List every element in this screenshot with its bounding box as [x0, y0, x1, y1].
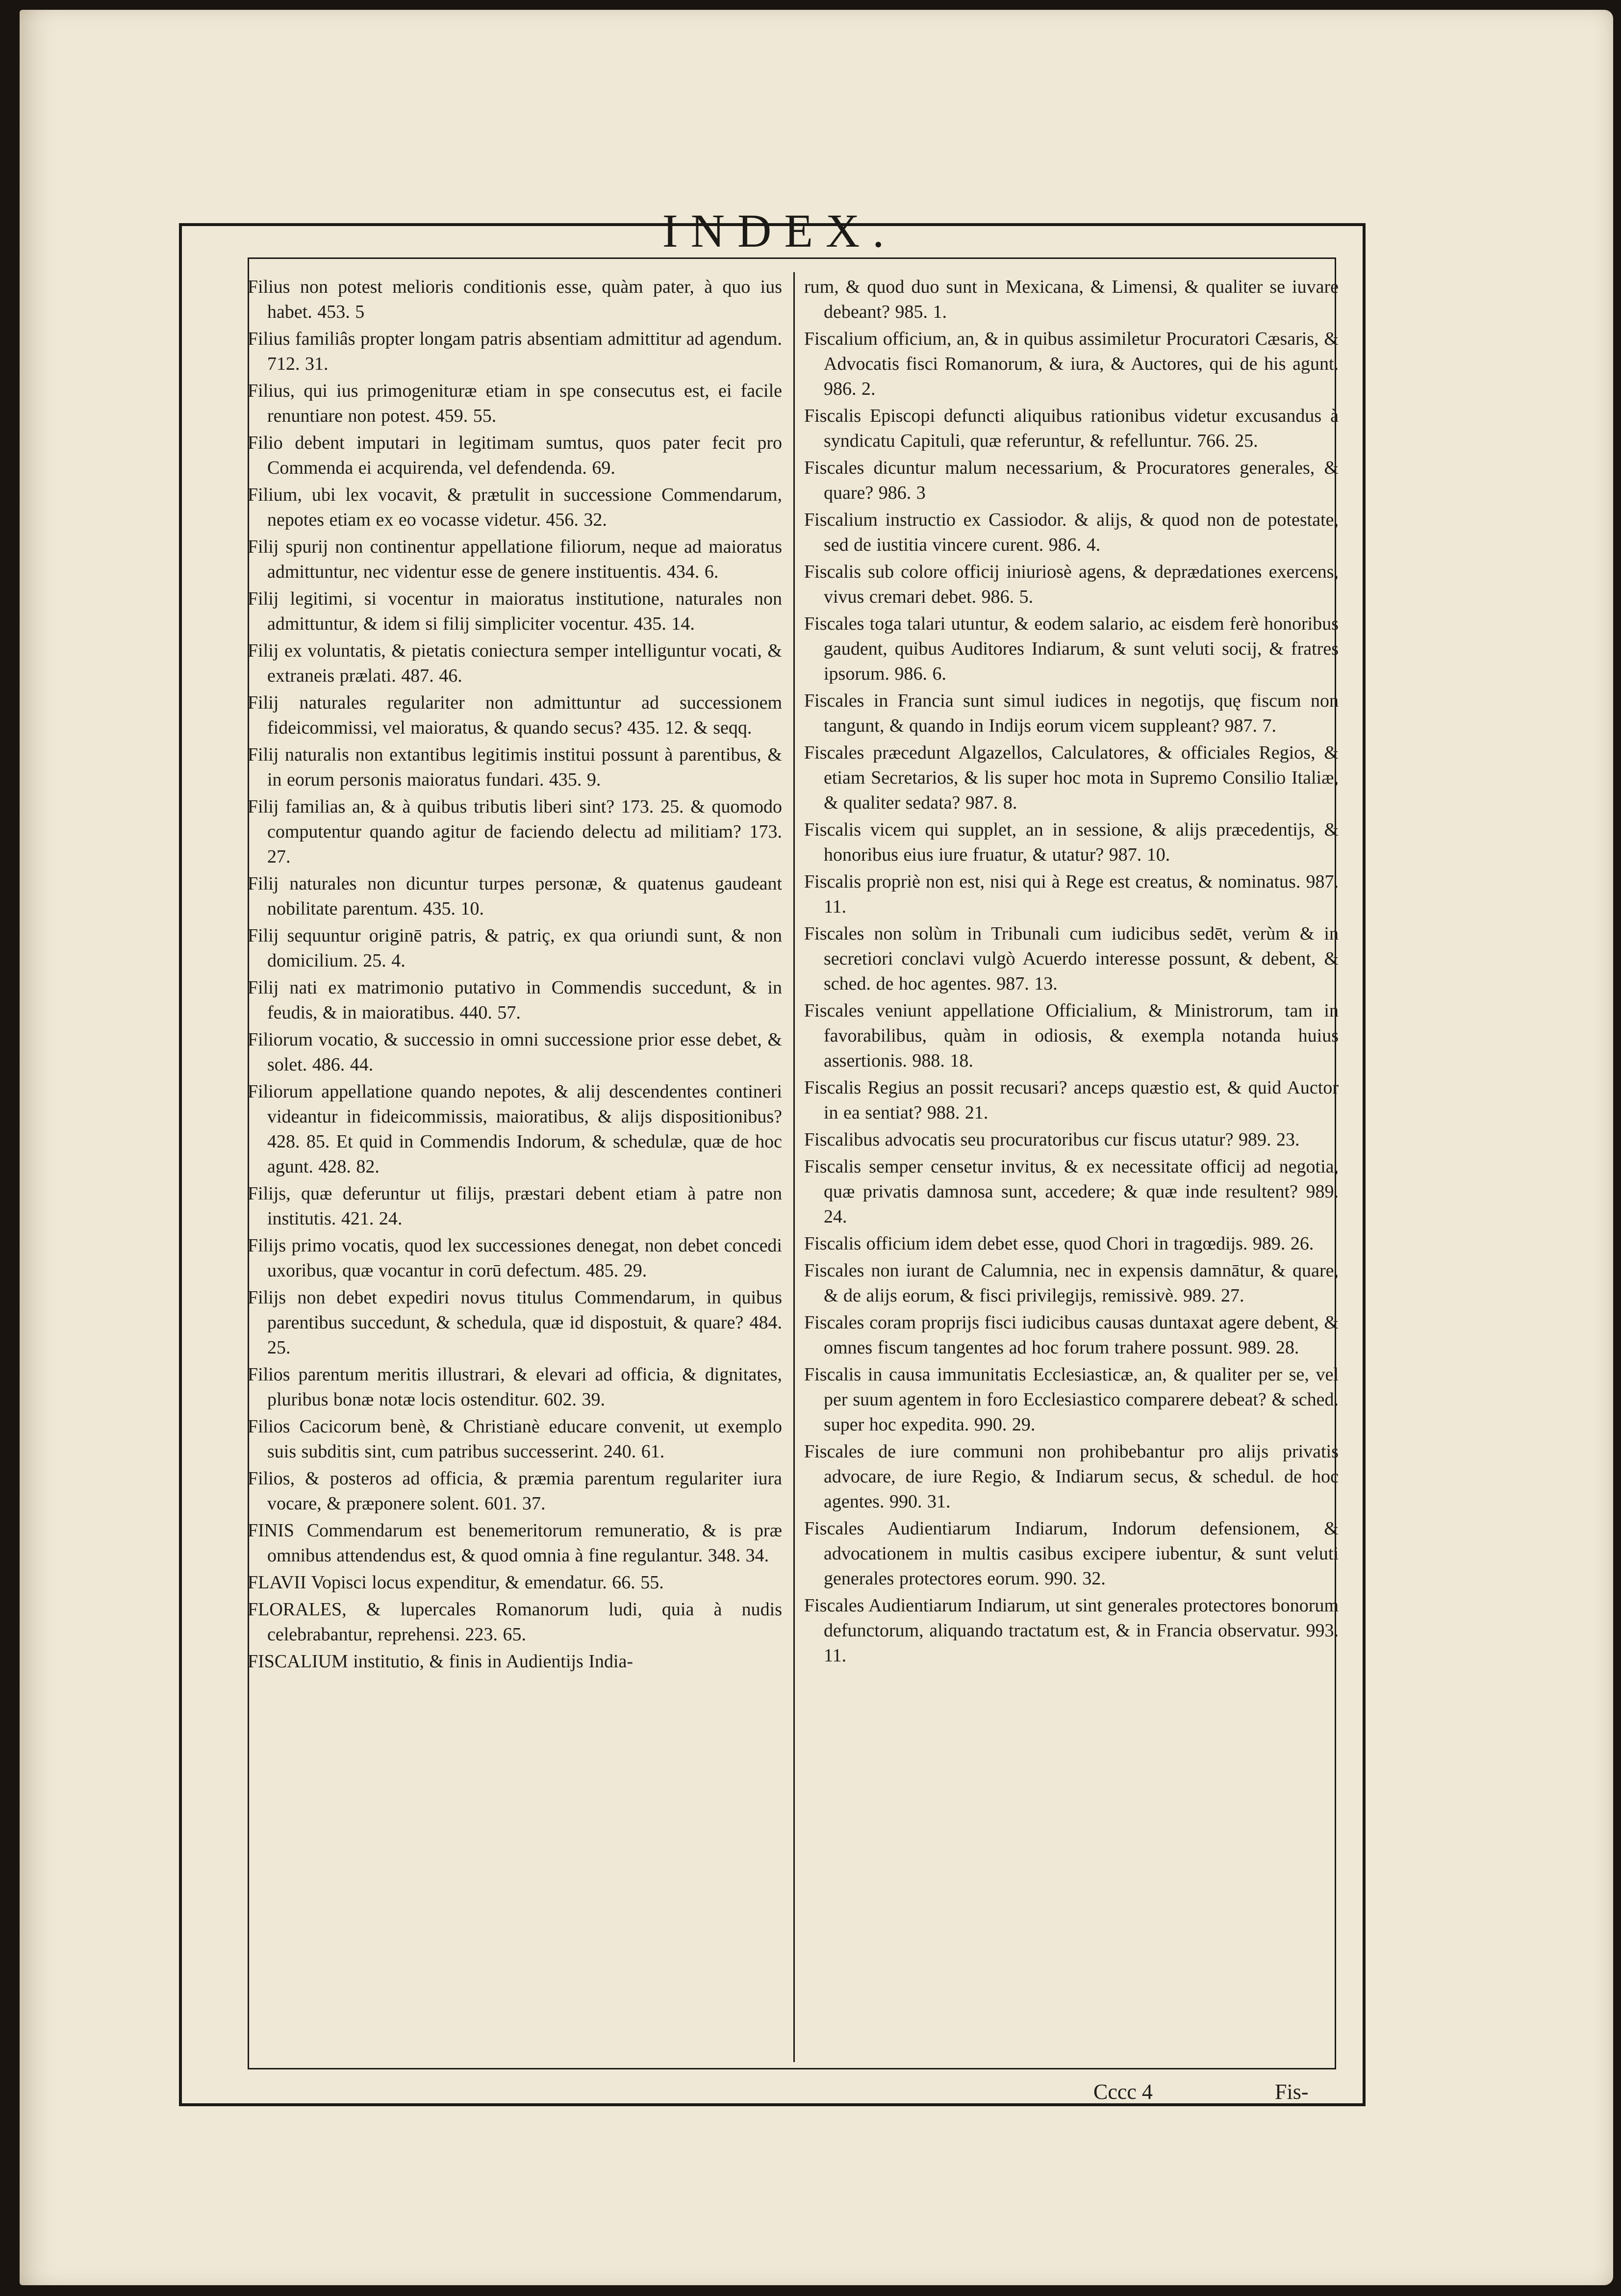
index-entry: Fiscalibus advocatis seu procuratoribus cur fiscus utatur? 989. 23.	[804, 1129, 1300, 1150]
index-entry: Fiscalis vicem qui supplet, an in sessione, & alijs præcedentijs, & honoribus eius iure fruatur, & utatur? 987. 10.	[804, 819, 1339, 865]
index-entry: FLAVII Vopisci locus expenditur, & emendatur. 66. 55.	[248, 1572, 664, 1593]
index-entry: Fiscales de iure communi non prohibebantur pro alijs privatis advocare, de iure Regio, & Indiarum secus, & schedul. de hoc agentes. 990. 31.	[804, 1441, 1339, 1512]
index-entry: Fiscales toga talari utuntur, & eodem salario, ac eisdem ferè honoribus gaudent, quibus Auditores Indiarum, & sunt veluti socij, & fratres ipsorum. 986. 6.	[804, 613, 1339, 684]
index-entry: Filij sequuntur originē patris, & patriç, ex qua oriundi sunt, & non domicilium. 25. 4.	[248, 925, 782, 971]
index-entry: Fiscalium officium, an, & in quibus assimiletur Procuratori Cæsaris, & Advocatis fisci Romanorum, & iura, & Auctores, qui de his agunt. 986. 2.	[804, 329, 1339, 399]
index-entry: Fiscales dicuntur malum necessarium, & Procuratores generales, & quare? 986. 3	[804, 458, 1339, 503]
index-entry: Fiscales non solùm in Tribunali cum iudicibus sedēt, verùm & in secretiori conclavi vulgò Acuerdo interesse possunt, & debent, & sched. de hoc agentes. 987. 13.	[804, 923, 1339, 994]
index-entry: Fiscalium instructio ex Cassiodor. & alijs, & quod non de potestate, sed de iustitia vincere curent. 986. 4.	[804, 510, 1339, 555]
index-entry: Fiscalis semper censetur invitus, & ex necessitate officij ad negotia, quæ privatis damnosa sunt, accedere; & quæ inde resultent? 989. 24.	[804, 1156, 1339, 1227]
index-entry: rum, & quod duo sunt in Mexicana, & Limensi, & qualiter se iuvare debeant? 985. 1.	[804, 277, 1339, 322]
index-entry: Fiscalis sub colore officij iniuriosè agens, & deprædationes exercens, vivus cremari debet. 986. 5.	[804, 561, 1339, 607]
index-entry: Filij legitimi, si vocentur in maioratus institutione, naturales non admittuntur, & idem si filij simpliciter vocentur. 435. 14.	[248, 588, 782, 634]
page-title: INDEX.	[662, 204, 897, 257]
column-divider	[793, 272, 795, 2062]
index-entry: Filium, ubi lex vocavit, & prætulit in successione Commendarum, nepotes etiam ex eo vocasse videtur. 456. 32.	[248, 485, 782, 530]
catchword: Fis-	[1275, 2080, 1309, 2104]
index-entry: Fiscales præcedunt Algazellos, Calculatores, & officiales Regios, & etiam Secretarios, & lis super hoc mota in Supremo Consilio Italiæ, & qualiter sedata? 987. 8.	[804, 742, 1339, 813]
index-entry: Fiscales in Francia sunt simul iudices in negotijs, quę fiscum non tangunt, & quando in Indijs eorum vicem suppleant? 987. 7.	[804, 690, 1339, 736]
index-entry: Filios parentum meritis illustrari, & elevari ad officia, & dignitates, pluribus bonæ notæ locis ostenditur. 602. 39.	[248, 1364, 782, 1410]
index-entry: Filius non potest melioris conditionis esse, quàm pater, à quo ius habet. 453. 5	[248, 277, 782, 322]
index-entry: Fiscales Audientiarum Indiarum, Indorum defensionem, & advocationem in multis casibus excipere iubentur, & sunt veluti generales protectores eorum. 990. 32.	[804, 1518, 1339, 1589]
index-entry: Fiscalis in causa immunitatis Ecclesiasticæ, an, & qualiter per se, vel per suum agentem in foro Ecclesiastico comparere debeat? & sched. super hoc expedita. 990. 29.	[804, 1364, 1339, 1435]
index-entry: Filij naturales regulariter non admittuntur ad successionem fideicommissi, vel maioratus, & quando secus? 435. 12. & seqq.	[248, 692, 782, 738]
signature-mark: Cccc 4	[1093, 2080, 1153, 2104]
index-column-left	[248, 275, 782, 2060]
index-entry: Fiscales veniunt appellatione Officialium, & Ministrorum, tam in favorabilibus, quàm in odiosis, & exempla notanda huius assertionis. 988. 18.	[804, 1000, 1339, 1071]
index-entry: Filij ex voluntatis, & pietatis coniectura semper intelliguntur vocati, & extraneis prælati. 487. 46.	[248, 640, 782, 686]
index-entry: Fiscalis Regius an possit recusari? anceps quæstio est, & quid Auctor in ea sentiat? 988. 21.	[804, 1077, 1339, 1123]
index-entry: Fiscales non iurant de Calumnia, nec in expensis damnātur, & quare, & de alijs eorum, & fisci privilegijs, remissivè. 989. 27.	[804, 1260, 1339, 1306]
index-entry: Filij spurij non continentur appellatione filiorum, neque ad maioratus admittuntur, nec videntur esse de genere instituentis. 434. 6.	[248, 536, 782, 582]
index-entry: Fiscalis Episcopi defuncti aliquibus rationibus videtur excusandus à syndicatu Capituli, quæ referuntur, & refelluntur. 766. 25.	[804, 406, 1339, 451]
index-entry: FISCALIUM institutio, & finis in Audientijs India-	[248, 1651, 633, 1672]
index-entry: Filio debent imputari in legitimam sumtus, quos pater fecit pro Commenda ei acquirenda, vel defendenda. 69.	[248, 433, 782, 478]
index-entry: Filiorum vocatio, & successio in omni successione prior esse debet, & solet. 486. 44.	[248, 1029, 782, 1075]
index-entry: Filios Cacicorum benè, & Christianè educare convenit, ut exemplo suis subditis sint, cum patribus successerint. 240. 61.	[248, 1416, 782, 1462]
index-entry: Filij nati ex matrimonio putativo in Commendis succedunt, & in feudis, & in maioratibus. 440. 57.	[248, 977, 782, 1023]
index-entry: Filijs primo vocatis, quod lex successiones denegat, non debet concedi uxoribus, quæ vocantur in corū defectum. 485. 29.	[248, 1235, 782, 1281]
index-entry: Filijs non debet expediri novus titulus Commendarum, in quibus parentibus succedunt, & schedula, quæ id dispostuit, & quare? 484. 25.	[248, 1287, 782, 1358]
index-entry: Filijs, quæ deferuntur ut filijs, præstari debent etiam à patre non institutis. 421. 24.	[248, 1183, 782, 1229]
index-entry: Fiscalis officium idem debet esse, quod Chori in tragœdijs. 989. 26.	[804, 1233, 1314, 1254]
index-entry: Fiscales coram proprijs fisci iudicibus causas duntaxat agere debent, & omnes fiscum tangentes ad hoc forum trahere possunt. 989. 28.	[804, 1312, 1339, 1358]
index-entry: Filius familiâs propter longam patris absentiam admittitur ad agendum. 712. 31.	[248, 329, 782, 374]
index-entry: Filij naturalis non extantibus legitimis institui possunt à parentibus, & in eorum personis maioratus fundari. 435. 9.	[248, 744, 782, 790]
index-entry: Fiscalis propriè non est, nisi qui à Rege est creatus, & nominatus. 987. 11.	[804, 871, 1339, 917]
index-entry: FLORALES, & lupercales Romanorum ludi, quia à nudis celebrabantur, reprehensi. 223. 65.	[248, 1599, 782, 1645]
index-entry: Filij familias an, & à quibus tributis liberi sint? 173. 25. & quomodo computentur quando agitur de faciendo delectu ad militiam? 173. 27.	[248, 796, 782, 867]
index-column-right	[804, 275, 1339, 2060]
index-entry: Filiorum appellatione quando nepotes, & alij descendentes contineri videantur in fideicommissis, maioratibus, & alijs dispositionibus? 428. 85. Et quid in Commendis Indorum, & schedulæ, quæ de hoc agunt. 428. 82.	[248, 1081, 782, 1177]
index-entry: Filij naturales non dicuntur turpes personæ, & quatenus gaudeant nobilitate parentum. 435. 10.	[248, 873, 782, 919]
index-entry: Fiscales Audientiarum Indiarum, ut sint generales protectores bonorum defunctorum, aliquando tractatum est, & in Francia observatur. 993. 11.	[804, 1595, 1339, 1666]
index-entry: Filius, qui ius primogenituræ etiam in spe consecutus est, ei facile renuntiare non potest. 459. 55.	[248, 381, 782, 426]
index-entry: Filios, & posteros ad officia, & præmia parentum regulariter iura vocare, & præponere solent. 601. 37.	[248, 1468, 782, 1514]
index-entry: FINIS Commendarum est benemeritorum remuneratio, & is præ omnibus attendendus est, & quod omnia à fine regulantur. 348. 34.	[248, 1520, 782, 1566]
